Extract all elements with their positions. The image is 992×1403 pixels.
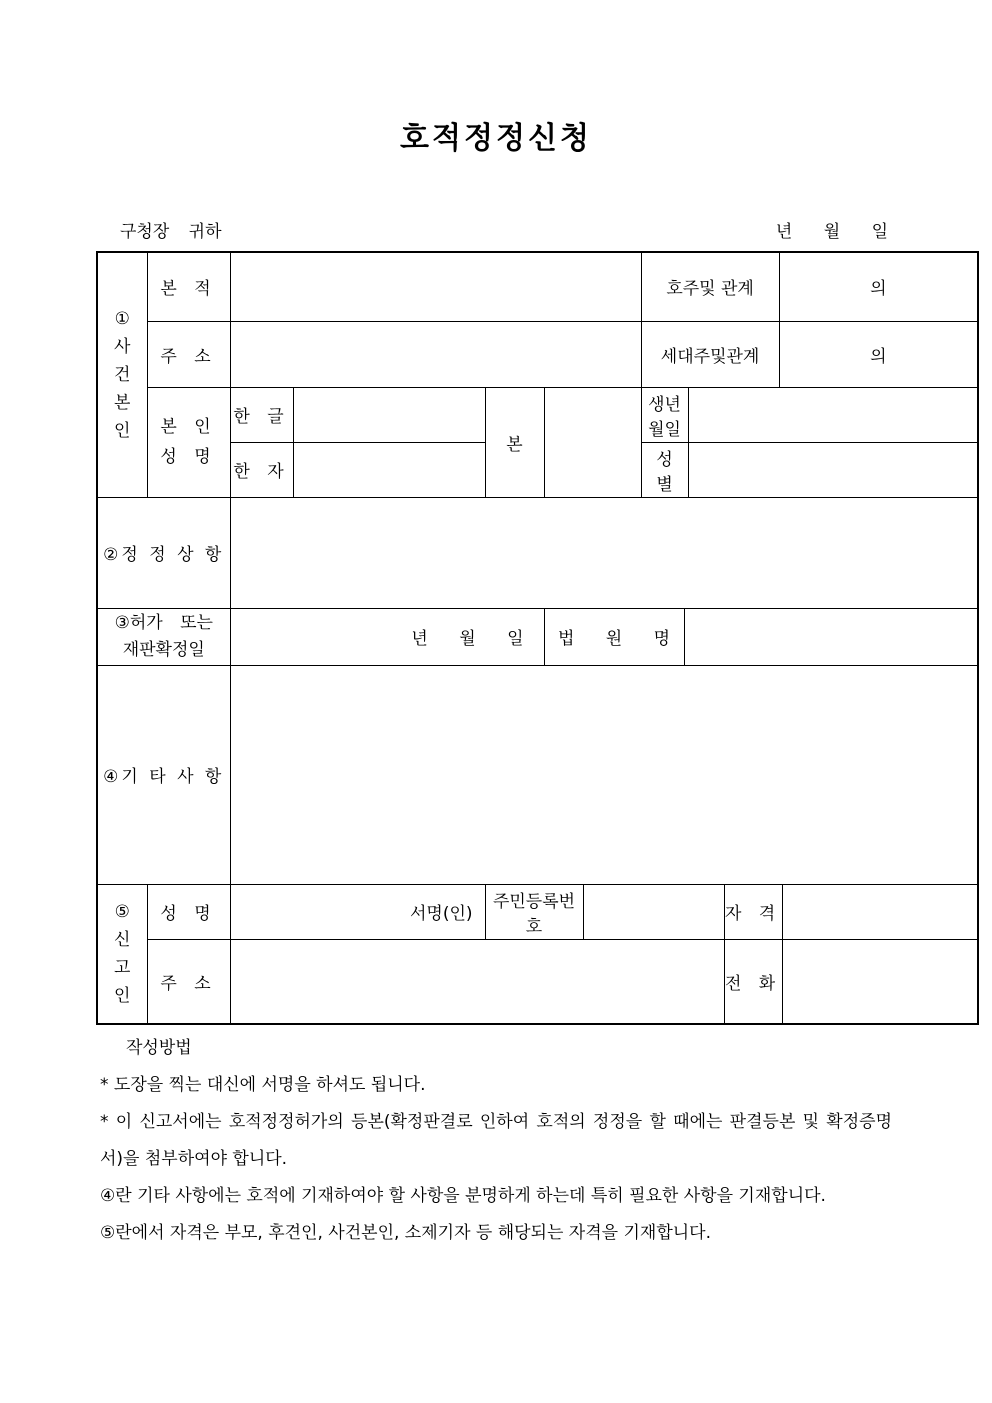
birthdate-field[interactable]	[688, 387, 978, 442]
hoju-relation-label: 호주및 관계	[641, 252, 779, 321]
court-name-field[interactable]	[684, 608, 978, 665]
day-label: 일	[871, 222, 888, 242]
resident-number-field[interactable]	[583, 884, 724, 939]
reporter-name-label: 성 명	[147, 884, 230, 939]
other-items-label: ④기 타 사 항	[97, 665, 230, 884]
form-title: 호적정정신청	[400, 121, 592, 156]
permission-date-field[interactable]: 년 월 일	[230, 608, 544, 665]
sedaeju-relation-label: 세대주및관계	[641, 321, 779, 387]
date-header	[750, 217, 888, 242]
instruction-line: * 이 신고서에는 호적정정허가의 등본(확정판결로 인하여 호적의 정정을 할 때에는 판결등본 및 확정증명서)을 첨부하여야 합니다.	[100, 1112, 892, 1169]
year-label: 년	[775, 222, 793, 242]
correction-items-field[interactable]	[230, 497, 978, 608]
instructions	[100, 1030, 892, 1252]
section-5-label: ⑤ 신 고 인	[97, 884, 147, 1024]
hanja-name-field[interactable]	[293, 442, 485, 497]
correction-items-label: ②정 정 상 항	[97, 497, 230, 608]
reporter-address-label: 주 소	[147, 939, 230, 1024]
qualification-field[interactable]	[782, 884, 978, 939]
permission-date-label: ③허가 또는 재판확정일	[97, 608, 230, 665]
hangul-label: 한 글	[230, 387, 293, 442]
sex-label: 성 별	[641, 442, 688, 497]
phone-field[interactable]	[782, 939, 978, 1024]
instruction-line: * 도장을 찍는 대신에 서명을 하셔도 됩니다.	[100, 1075, 426, 1095]
birthdate-label: 생년월일	[641, 387, 688, 442]
instruction-line: ④란 기타 사항에는 호적에 기재하여야 할 사항을 분명하게 하는데 특히 필요한 사항을 기재합니다.	[100, 1186, 826, 1206]
hangul-name-field[interactable]	[293, 387, 485, 442]
bon-field[interactable]	[544, 387, 641, 497]
instruction-line: ⑤란에서 자격은 부모, 후견인, 사건본인, 소제기자 등 해당되는 자격을 기재합니다.	[100, 1223, 711, 1243]
instructions-heading: 작성방법	[126, 1038, 192, 1058]
sedaeju-relation-field[interactable]: 의	[779, 321, 978, 387]
bonjeok-label: 본 적	[147, 252, 230, 321]
month-label: 월	[823, 222, 841, 242]
sex-field[interactable]	[688, 442, 978, 497]
hanja-label: 한 자	[230, 442, 293, 497]
court-name-label: 법 원 명	[544, 608, 684, 665]
address-label: 주 소	[147, 321, 230, 387]
reporter-address-field[interactable]	[230, 939, 724, 1024]
other-items-field[interactable]	[230, 665, 978, 884]
section-1-label: ① 사 건 본 인	[97, 252, 147, 497]
bonjeok-field[interactable]	[230, 252, 641, 321]
reporter-signature-field[interactable]: 서명(인)	[230, 884, 485, 939]
address-field[interactable]	[230, 321, 641, 387]
addressee: 구청장 귀하	[120, 222, 222, 242]
bon-label: 본	[485, 387, 544, 497]
name-label: 본 인 성 명	[147, 387, 230, 497]
resident-number-label: 주민등록번호	[485, 884, 583, 939]
qualification-label: 자 격	[724, 884, 782, 939]
application-form-table	[96, 251, 979, 1025]
phone-label: 전 화	[724, 939, 782, 1024]
hoju-relation-field[interactable]: 의	[779, 252, 978, 321]
